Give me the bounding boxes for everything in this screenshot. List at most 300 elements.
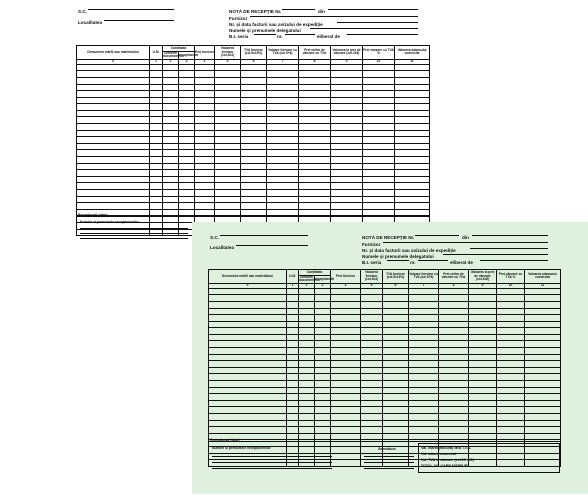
table-cell (383, 394, 409, 401)
locality-label: Localitatea (210, 245, 234, 250)
table-cell (150, 97, 163, 104)
supplier-line (383, 242, 548, 243)
table-cell (331, 288, 361, 295)
table-cell (331, 190, 363, 197)
table-row (209, 354, 561, 361)
table-cell (439, 407, 469, 414)
table-cell (215, 143, 241, 150)
table-row (77, 77, 430, 84)
table-cell (525, 321, 561, 328)
table-cell (179, 143, 195, 150)
receipt-number-line (415, 235, 459, 236)
table-cell (469, 308, 497, 315)
table-cell (331, 414, 361, 421)
table-cell (150, 209, 163, 216)
table-cell (77, 190, 150, 197)
table-cell (439, 315, 469, 322)
id-no-label: nr. (277, 34, 283, 39)
table-cell (209, 288, 287, 295)
table-cell (209, 321, 287, 328)
table-cell (525, 381, 561, 388)
col-number: 0 (209, 283, 287, 288)
table-cell (287, 341, 299, 348)
id-series-label: B.I. seria (229, 34, 249, 39)
table-cell (267, 71, 299, 78)
table-cell (439, 348, 469, 355)
table-cell (331, 433, 361, 440)
table-row (209, 295, 561, 302)
table-cell (331, 150, 363, 157)
table-cell (163, 91, 179, 98)
table-row (77, 71, 430, 78)
table-cell (150, 77, 163, 84)
company-line (88, 9, 174, 10)
table-cell (525, 427, 561, 434)
table-cell (299, 301, 315, 308)
col-qty-doc-header: conform documentelor (299, 275, 321, 283)
table-cell (215, 77, 241, 84)
table-cell (361, 301, 383, 308)
table-cell (215, 170, 241, 177)
table-cell (439, 308, 469, 315)
table-cell (315, 427, 331, 434)
table-cell (363, 97, 395, 104)
table-cell (383, 341, 409, 348)
signature-line (364, 468, 414, 469)
issued-label: eliberat de (450, 260, 473, 265)
table-cell (267, 170, 299, 177)
table-cell (361, 400, 383, 407)
table-cell (497, 321, 525, 328)
table-cell (315, 433, 331, 440)
table-cell (195, 110, 215, 117)
table-cell (315, 308, 331, 315)
table-cell (150, 176, 163, 183)
col-number: 8 (439, 283, 469, 288)
table-cell (395, 163, 430, 170)
table-cell (361, 341, 383, 348)
issued-label: eliberat de (317, 34, 340, 39)
table-cell (163, 84, 179, 91)
table-cell (77, 71, 150, 78)
table-row (209, 414, 561, 421)
table-cell (287, 400, 299, 407)
table-cell (179, 150, 195, 157)
table-cell (315, 394, 331, 401)
table-cell (361, 367, 383, 374)
table-cell (497, 420, 525, 427)
table-cell (395, 143, 430, 150)
table-cell (315, 374, 331, 381)
locality-line (236, 245, 308, 246)
receipt-title: NOTĂ DE RECEPȚIE Nr. (362, 235, 415, 240)
table-cell (150, 203, 163, 210)
table-cell (331, 124, 363, 131)
table-cell (469, 394, 497, 401)
table-cell (525, 433, 561, 440)
received-divider (76, 216, 429, 217)
table-cell (150, 117, 163, 124)
col-qty-doc-header: conform documentelor (163, 51, 185, 59)
table-row (209, 321, 561, 328)
col-number: 6 (383, 283, 409, 288)
table-cell (163, 104, 179, 111)
table-cell (315, 407, 331, 414)
table-cell (315, 446, 331, 453)
table-row (77, 183, 430, 190)
table-cell (409, 433, 439, 440)
table-cell (497, 361, 525, 368)
table-cell (287, 334, 299, 341)
table-cell (331, 308, 361, 315)
table-cell (163, 183, 179, 190)
table-cell (497, 374, 525, 381)
table-row (77, 110, 430, 117)
table-cell (209, 341, 287, 348)
table-cell (361, 381, 383, 388)
table-cell (195, 190, 215, 197)
table-cell (299, 137, 331, 144)
table-cell (179, 77, 195, 84)
table-cell (195, 176, 215, 183)
table-cell (241, 176, 267, 183)
table-cell (439, 367, 469, 374)
table-cell (331, 130, 363, 137)
table-cell (267, 163, 299, 170)
table-cell (469, 348, 497, 355)
table-row (77, 97, 430, 104)
issued-line (480, 260, 548, 261)
table-cell (363, 190, 395, 197)
table-cell (299, 407, 315, 414)
table-row (209, 315, 561, 322)
table-cell (439, 381, 469, 388)
table-cell (525, 328, 561, 335)
table-cell (331, 137, 363, 144)
table-row (209, 341, 561, 348)
table-cell (383, 334, 409, 341)
col-number: 6 (241, 59, 267, 64)
table-cell (409, 288, 439, 295)
table-cell (331, 183, 363, 190)
table-cell (299, 117, 331, 124)
table-cell (163, 110, 179, 117)
table-cell (241, 77, 267, 84)
table-cell (361, 288, 383, 295)
table-cell (331, 163, 363, 170)
table-cell (383, 328, 409, 335)
table-cell (469, 361, 497, 368)
table-cell (525, 348, 561, 355)
table-cell (150, 196, 163, 203)
table-cell (497, 348, 525, 355)
table-cell (215, 190, 241, 197)
company-label: S.C. (78, 9, 87, 14)
table-cell (267, 84, 299, 91)
table-cell (299, 64, 331, 71)
table-row (77, 117, 430, 124)
table-cell (209, 400, 287, 407)
table-cell (77, 163, 150, 170)
table-cell (395, 77, 430, 84)
table-cell (395, 117, 430, 124)
table-cell (525, 394, 561, 401)
table-cell (469, 433, 497, 440)
table-cell (395, 130, 430, 137)
totals-line: Val. adaos comercial (421, 452, 457, 456)
table-cell (409, 420, 439, 427)
table-cell (299, 196, 331, 203)
table-cell (150, 143, 163, 150)
table-row (209, 420, 561, 427)
table-cell (163, 196, 179, 203)
table-cell (525, 420, 561, 427)
table-cell (361, 295, 383, 302)
table-cell (361, 361, 383, 368)
table-cell (77, 91, 150, 98)
table-row (209, 334, 561, 341)
table-cell (497, 301, 525, 308)
table-cell (361, 328, 383, 335)
col-unit-header: U.M. (150, 46, 163, 60)
table-cell (215, 176, 241, 183)
table-cell (409, 367, 439, 374)
table-cell (409, 427, 439, 434)
table-cell (497, 334, 525, 341)
table-cell (77, 84, 150, 91)
table-cell (287, 407, 299, 414)
table-cell (299, 91, 331, 98)
table-cell (439, 321, 469, 328)
table-cell (469, 295, 497, 302)
id-series-label: B.I. seria (362, 260, 382, 265)
table-cell (299, 414, 315, 421)
table-cell (287, 446, 299, 453)
table-cell (383, 414, 409, 421)
table-cell (209, 328, 287, 335)
table-cell (439, 394, 469, 401)
table-cell (241, 130, 267, 137)
table-cell (409, 374, 439, 381)
transport-line (470, 248, 548, 249)
table-cell (150, 190, 163, 197)
table-cell (363, 91, 395, 98)
table-cell (331, 348, 361, 355)
table-cell (209, 414, 287, 421)
table-cell (409, 295, 439, 302)
table-cell (363, 196, 395, 203)
table-cell (497, 387, 525, 394)
table-cell (439, 354, 469, 361)
table-cell (363, 183, 395, 190)
table-cell (299, 124, 331, 131)
table-cell (267, 64, 299, 71)
table-cell (163, 209, 179, 216)
table-cell (241, 190, 267, 197)
table-cell (383, 288, 409, 295)
table-row (77, 157, 430, 164)
table-cell (150, 163, 163, 170)
col-number: 11 (395, 59, 430, 64)
table-cell (525, 354, 561, 361)
table-cell (439, 420, 469, 427)
table-cell (215, 137, 241, 144)
table-cell (299, 163, 331, 170)
table-cell (209, 315, 287, 322)
table-cell (77, 110, 150, 117)
table-cell (525, 407, 561, 414)
table-cell (409, 328, 439, 335)
table-cell (215, 157, 241, 164)
table-cell (331, 381, 361, 388)
table-cell (525, 367, 561, 374)
committee-line (80, 233, 188, 234)
col-quantity-header: Cantitatea (163, 46, 195, 52)
table-cell (315, 295, 331, 302)
table-cell (241, 143, 267, 150)
table-cell (209, 420, 287, 427)
table-row (77, 203, 430, 210)
table-cell (409, 407, 439, 414)
table-cell (77, 137, 150, 144)
table-cell (163, 77, 179, 84)
table-cell (497, 328, 525, 335)
col-number: 7 (409, 283, 439, 288)
table-cell (287, 367, 299, 374)
table-cell (299, 209, 331, 216)
table-cell (209, 387, 287, 394)
table-cell (315, 361, 331, 368)
table-cell (215, 124, 241, 131)
table-cell (361, 394, 383, 401)
table-cell (331, 374, 361, 381)
table-cell (209, 348, 287, 355)
table-cell (469, 400, 497, 407)
table-cell (409, 334, 439, 341)
table-cell (299, 176, 331, 183)
col-unit-price-header: Preț furnizor (195, 46, 215, 60)
table-cell (179, 157, 195, 164)
table-cell (287, 295, 299, 302)
table-row (209, 427, 561, 434)
col-number: 11 (525, 283, 561, 288)
table-cell (299, 295, 315, 302)
table-cell (409, 361, 439, 368)
col-number: 10 (363, 59, 395, 64)
table-cell (383, 367, 409, 374)
table-cell (363, 110, 395, 117)
table-cell (395, 124, 430, 131)
table-cell (299, 394, 315, 401)
table-cell (383, 308, 409, 315)
table-cell (163, 130, 179, 137)
received-label: Recepționat (data) (210, 438, 240, 442)
table-cell (215, 196, 241, 203)
table-cell (195, 97, 215, 104)
table-cell (315, 288, 331, 295)
table-cell (383, 354, 409, 361)
table-cell (497, 427, 525, 434)
table-cell (179, 104, 195, 111)
table-cell (267, 157, 299, 164)
receipt-table (76, 45, 430, 236)
table-cell (215, 71, 241, 78)
table-cell (361, 427, 383, 434)
receipt-note-sheet-back (72, 0, 432, 252)
table-cell (363, 150, 395, 157)
table-cell (241, 183, 267, 190)
table-cell (179, 110, 195, 117)
table-cell (409, 301, 439, 308)
table-cell (497, 367, 525, 374)
table-row (77, 124, 430, 131)
table-cell (409, 414, 439, 421)
table-cell (195, 137, 215, 144)
table-cell (409, 387, 439, 394)
table-cell (77, 124, 150, 131)
col-number: 2 (163, 59, 179, 64)
table-cell (497, 308, 525, 315)
col-sale-value-header: Valoarea la preț de vânzare (col.2x8) (469, 270, 497, 284)
table-cell (363, 137, 395, 144)
table-cell (395, 97, 430, 104)
table-cell (395, 110, 430, 117)
table-cell (209, 381, 287, 388)
table-cell (179, 117, 195, 124)
table-cell (77, 117, 150, 124)
transport-line (337, 22, 418, 23)
table-row (209, 308, 561, 315)
col-sale-value-header: Valoarea la preț de vânzare (col.2x8) (331, 46, 363, 60)
table-cell (241, 150, 267, 157)
table-cell (215, 163, 241, 170)
table-cell (77, 104, 150, 111)
table-cell (299, 315, 315, 322)
col-number: 5 (361, 283, 383, 288)
table-cell (497, 433, 525, 440)
table-cell (299, 400, 315, 407)
table-cell (209, 427, 287, 434)
table-cell (299, 84, 331, 91)
table-cell (77, 97, 150, 104)
table-cell (363, 203, 395, 210)
committee-line (212, 456, 332, 457)
table-cell (215, 209, 241, 216)
table-cell (267, 196, 299, 203)
table-cell (299, 374, 315, 381)
table-cell (395, 84, 430, 91)
table-cell (331, 91, 363, 98)
table-cell (215, 130, 241, 137)
table-cell (383, 321, 409, 328)
table-cell (409, 394, 439, 401)
table-cell (331, 387, 361, 394)
table-cell (195, 77, 215, 84)
table-cell (299, 288, 315, 295)
table-cell (331, 97, 363, 104)
table-cell (179, 163, 195, 170)
table-cell (439, 414, 469, 421)
table-cell (299, 361, 315, 368)
table-cell (331, 203, 363, 210)
table-cell (299, 143, 331, 150)
table-row (209, 361, 561, 368)
table-cell (163, 163, 179, 170)
table-cell (439, 301, 469, 308)
col-vat-rate-header: Preț vânzare cu TVA % (497, 270, 525, 284)
table-cell (195, 163, 215, 170)
table-cell (363, 64, 395, 71)
